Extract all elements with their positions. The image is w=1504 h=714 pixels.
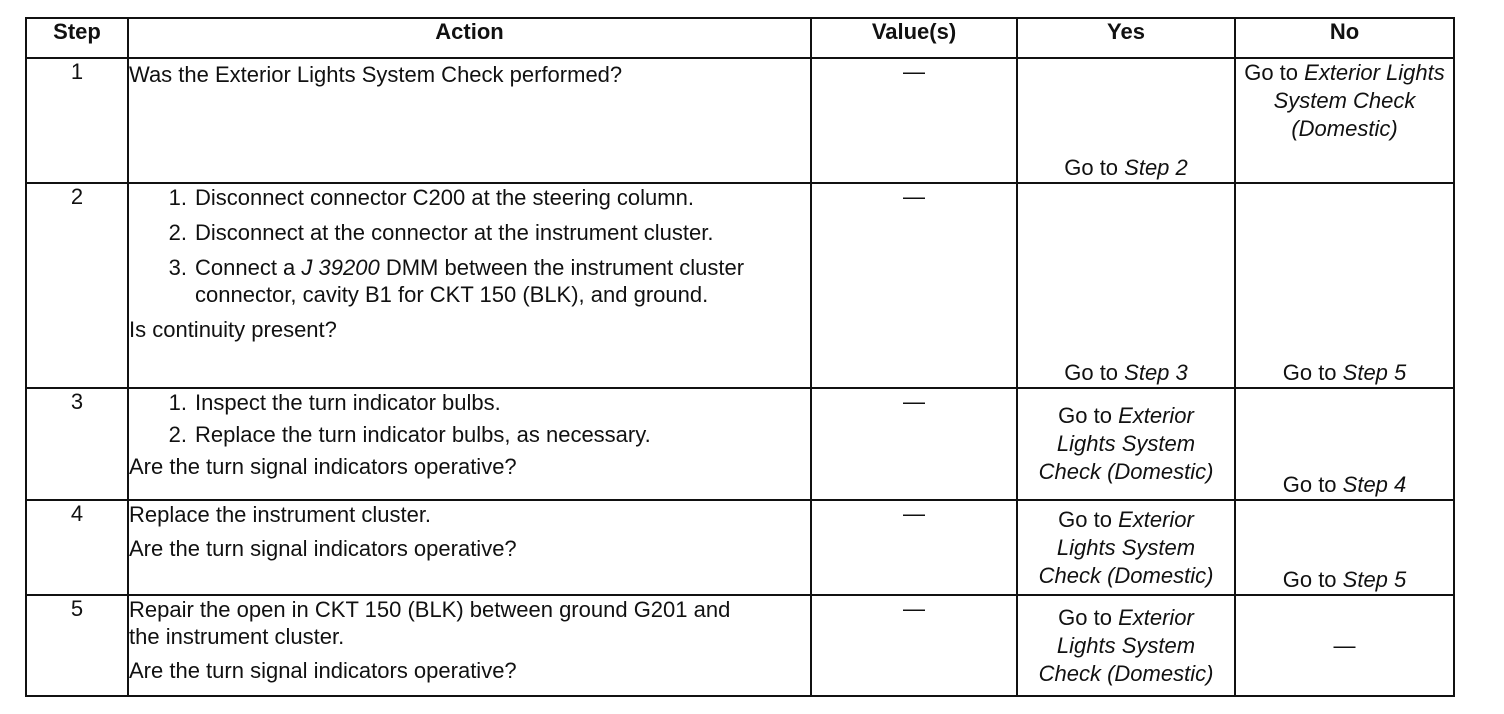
action-text: Was the Exterior Lights System Check performed? — [129, 62, 623, 87]
substep-text-pre: Connect a — [195, 254, 302, 280]
step-number: 2 — [26, 183, 128, 388]
substep — [129, 254, 810, 308]
no-cell — [1235, 388, 1454, 500]
table-row — [26, 183, 1454, 388]
no-instruction — [1236, 566, 1453, 594]
no-prefix: Go to — [1282, 471, 1343, 497]
substep-number: 2. — [168, 219, 187, 245]
substep-text: Inspect the turn indicator bulbs. — [195, 390, 501, 416]
value-cell: — — [811, 595, 1017, 696]
substep — [129, 389, 810, 416]
substep-list — [129, 184, 810, 308]
step-number: 3 — [26, 388, 128, 500]
step-number: 5 — [26, 595, 128, 696]
action-cell — [128, 58, 811, 183]
substep-number: 1. — [168, 184, 187, 210]
yes-cell — [1017, 58, 1235, 183]
step-number: 4 — [26, 500, 128, 596]
table-row — [26, 595, 1454, 696]
yes-cell — [1017, 595, 1235, 696]
yes-cell — [1017, 388, 1235, 500]
no-target-link[interactable]: Step 4 — [1342, 471, 1407, 497]
no-cell — [1235, 595, 1454, 696]
action-text: Repair the open in CKT 150 (BLK) between ground G201 and the instrument cluster. — [129, 597, 731, 650]
substep-text: Disconnect connector C200 at the steering column. — [195, 184, 694, 210]
yes-prefix: Go to — [1058, 506, 1119, 532]
value-cell: — — [811, 388, 1017, 500]
value-cell: — — [811, 58, 1017, 183]
no-instruction: — — [1333, 632, 1356, 658]
no-instruction — [1236, 359, 1453, 387]
yes-cell — [1017, 183, 1235, 388]
yes-prefix: Go to — [1058, 604, 1119, 630]
substep — [129, 184, 810, 211]
header-yes: Yes — [1017, 18, 1235, 58]
no-instruction — [1236, 471, 1453, 499]
yes-instruction — [1018, 402, 1234, 486]
question-text: Is continuity present? — [129, 316, 337, 342]
value-cell: — — [811, 183, 1017, 388]
no-target-link[interactable]: Step 5 — [1342, 360, 1407, 386]
question-text: Are the turn signal indicators operative? — [129, 535, 517, 561]
header-row — [26, 18, 1454, 58]
diagnostic-table — [25, 17, 1455, 697]
yes-instruction — [1018, 359, 1234, 387]
substep — [129, 421, 810, 448]
yes-target-link[interactable]: Exterior Lights System Check (Domestic) — [1038, 604, 1214, 686]
no-cell — [1235, 58, 1454, 183]
yes-target-link[interactable]: Step 2 — [1124, 154, 1188, 180]
substep-text: Disconnect at the connector at the instrument cluster. — [195, 219, 714, 245]
substep-text — [195, 254, 810, 308]
substep-text: Replace the turn indicator bulbs, as necessary. — [195, 422, 651, 448]
header-step: Step — [26, 18, 128, 58]
action-cell — [128, 500, 811, 596]
header-values: Value(s) — [811, 18, 1017, 58]
substep-number: 1. — [168, 390, 187, 416]
yes-prefix: Go to — [1064, 154, 1125, 180]
table-row — [26, 58, 1454, 183]
no-instruction — [1236, 59, 1453, 143]
yes-instruction — [1018, 604, 1234, 688]
yes-cell — [1017, 500, 1235, 596]
action-cell — [128, 183, 811, 388]
yes-instruction — [1018, 506, 1234, 590]
tool-name: J 39200 — [301, 254, 380, 280]
no-cell — [1235, 183, 1454, 388]
question-text: Are the turn signal indicators operative? — [129, 658, 517, 684]
no-target-link[interactable]: Step 5 — [1342, 567, 1407, 593]
yes-prefix: Go to — [1058, 402, 1119, 428]
substep — [129, 219, 810, 246]
yes-target-link[interactable]: Exterior Lights System Check (Domestic) — [1038, 506, 1214, 588]
table-row — [26, 500, 1454, 596]
substep-number: 3. — [168, 254, 187, 280]
yes-target-link[interactable]: Step 3 — [1124, 360, 1188, 386]
no-prefix: Go to — [1282, 360, 1343, 386]
header-action: Action — [128, 18, 811, 58]
yes-instruction — [1018, 154, 1234, 182]
no-prefix: Go to — [1244, 60, 1305, 85]
question-text: Are the turn signal indicators operative? — [129, 454, 517, 480]
value-cell: — — [811, 500, 1017, 596]
no-cell — [1235, 500, 1454, 596]
substep-list — [129, 389, 810, 448]
no-prefix: Go to — [1282, 567, 1343, 593]
substep-number: 2. — [168, 422, 187, 448]
no-target-link[interactable]: Exterior Lights System Check (Domestic) — [1273, 60, 1445, 141]
yes-target-link[interactable]: Exterior Lights System Check (Domestic) — [1038, 402, 1214, 484]
step-number: 1 — [26, 58, 128, 183]
action-cell — [128, 595, 811, 696]
substep-text-post: DMM between the instrument cluster connector, cavity B1 for CKT 150 (BLK), and ground. — [195, 254, 745, 307]
header-no: No — [1235, 18, 1454, 58]
action-cell — [128, 388, 811, 500]
table-row — [26, 388, 1454, 500]
action-text: Replace the instrument cluster. — [129, 501, 432, 527]
yes-prefix: Go to — [1064, 360, 1125, 386]
